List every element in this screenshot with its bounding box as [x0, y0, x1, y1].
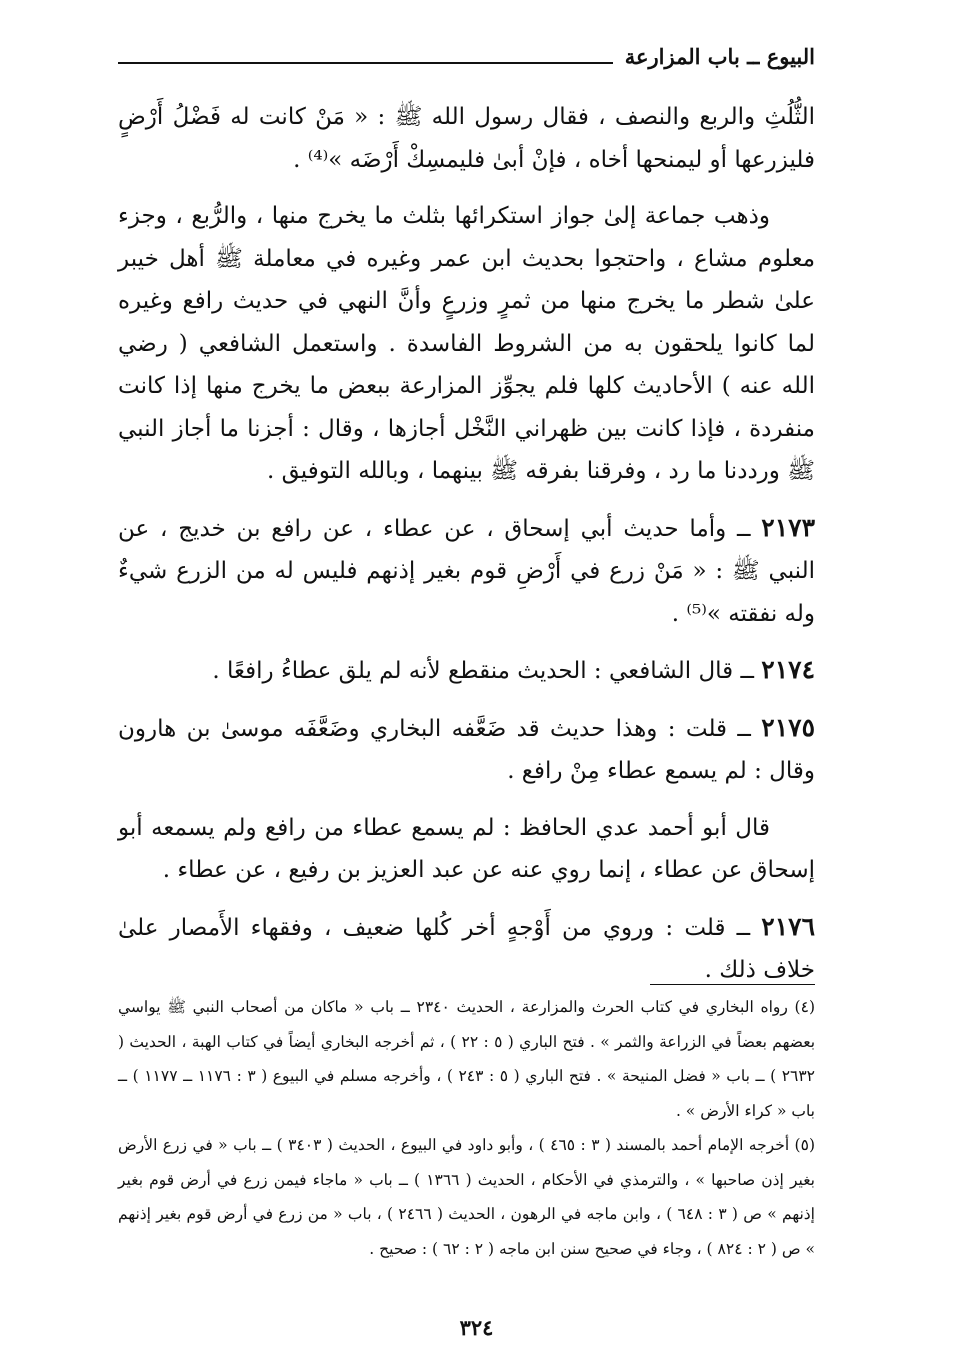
- text-line: نفقته »⁽⁵⁾ .: [671, 600, 778, 627]
- text-line: وذهب جماعة إلىٰ جواز استكرائها بثلث ما يخرج منها ، والرُّبع ، وجزء معلوم: [118, 203, 816, 272]
- footnote-line: (٥) أخرجه الإمام أحمد بالمسند ( ٣ : ٤٦٥ ) ، وأبو داود في البيوع ، الحديث ( ٣٤٠٣ ) ــ باب « في: [192, 1136, 815, 1154]
- paragraph-continuation: [118, 96, 815, 181]
- text-line: عن عطاء ، إنما روي عنه عن عبد العزيز بن رفيع ، عن عطاء .: [162, 857, 743, 883]
- numbered-paragraph: ٢١٧٤ ــ قال الشافعي : الحديث منقطع لأنه لم يلق عطاءُ رافعًا .: [212, 655, 815, 684]
- footnote-line: ١١٧٦ ــ ١١٧٧ ) ــ باب « كراء الأرض » .: [118, 1067, 815, 1120]
- header-title: البيوع ــ باب المزارعة: [624, 44, 815, 69]
- text-line: المزارعة ببعض ما يخرج منها إذا كانت منفردة ، فإذا كانت بين ظهراني النَّخْل: [118, 373, 815, 442]
- text-line: الثُّلُثِ والربع والنصف ، فقال رسول الله ﷺ : « مَنْ كانت له فَضْلُ أَرْضٍ: [118, 104, 815, 130]
- text-line: يخرج منها من ثمرٍ وزرعٍ وأنَّ النهي في حديث رافع وغيره لما كانوا يلحقون به من: [118, 288, 815, 357]
- paragraph-commentary: [118, 807, 815, 892]
- footnote: [118, 1128, 815, 1266]
- footnote-separator: [650, 984, 815, 985]
- text-line: الشروط الفاسدة . واستعمل الشافعي ( رضي الله عنه ) الأحاديث كلها فلم يجوِّز: [118, 330, 815, 399]
- text-line: وأما حديث أبي إسحاق ، عن عطاء ، عن رافع بن خديج ، عن النبي: [118, 515, 815, 584]
- text-line: وبالله التوفيق .: [266, 458, 410, 484]
- paragraph-number: ٢١٧٦: [761, 911, 815, 941]
- numbered-paragraph: ٢١٧٣ ــ وأما حديث أبي إسحاق ، عن عطاء ، عن رافع بن خديج ، عن النبي ﷺ : « مَنْ زرع في أَرْضِ قوم بغير إذنهم فليس له من الزرع شيءٌ وله نفقته »⁽⁵⁾ .: [118, 512, 815, 627]
- text-line: أجازها ، وقال : أجزنا ما أجاز النبي ﷺ ورددنا ما رد ، وفرقنا بفرقه ﷺ بينهما ،: [118, 415, 815, 484]
- paragraph-number: ٢١٧٥: [761, 712, 816, 742]
- paragraph-number: ٢١٧٣: [761, 512, 815, 542]
- text-line: قلت : وهذا حديث قد ضَعَّفه البخاري وضَعَّفَه موسىٰ بن هارون: [118, 715, 728, 742]
- text-line: مشاع ، واحتجوا بحديث ابن عمر وغيره في معاملة ﷺ أهل خيبر علىٰ شطر ما: [118, 245, 815, 314]
- text-line: وقال : لم يسمع عطاء مِنْ رافع .: [507, 758, 815, 784]
- numbered-paragraph: ٢١٧٦ ــ قلت : وروي من أَوْجهٍ أخر كُلها ضعيف ، وفقهاء الأَمصار علىٰ خلاف ذلك .: [118, 911, 815, 983]
- numbered-paragraph: ٢١٧٥ ــ قلت : وهذا حديث قد ضَعَّفه البخاري وضَعَّفَه موسىٰ بن هارون وقال : لم يسمع عطاء مِنْ رافع .: [118, 712, 816, 784]
- text-line: قال الشافعي : الحديث منقطع لأنه لم يلق عطاءُ رافعًا .: [212, 658, 734, 684]
- text-line: خلاف ذلك .: [704, 957, 815, 983]
- footnote-line: زرع الأرض بغير إذن صاحبها » ، والترمذي في الأحكام ، الحديث ( ١٣٦٦ ) ــ باب « ماجاء فيمن زرع في: [118, 1136, 815, 1189]
- paragraph-commentary: [118, 195, 815, 493]
- footnote-line: بعضهم بعضاً في الزراعة والثمر » . فتح الباري ( ٥ : ٢٢ ) ، ثم أخرجه البخاري أيضاً في كتاب الهبة ،: [181, 1032, 816, 1051]
- main-text: [118, 96, 815, 992]
- text-line: فليزرعها أو ليمنحها أخاه ، فإنْ أبىٰ فليمسِكْ أَرْضَه »⁽⁴⁾ .: [293, 146, 815, 173]
- running-header: [118, 44, 815, 69]
- footnote-line: أرض قوم بغير إذنهم » ص ( ٣ : ٦٤٨ ) ، وابن ماجه في الرهون ، الحديث ( ٢٤٦٦ ) ، باب « من زرع في: [118, 1170, 815, 1223]
- footnotes: [118, 990, 815, 1266]
- text-line: قلت : وروي من أَوْجهٍ أخر كُلها ضعيف ، وفقهاء الأَمصار علىٰ: [118, 914, 726, 941]
- page-number: ٣٢٤: [459, 1315, 494, 1340]
- text-line: ﷺ : « مَنْ زرع في أَرْضِ قوم بغير إذنهم فليس له من الزرع شيءٌ وله: [118, 558, 815, 627]
- footnote-line: (٤) رواه البخاري في كتاب الحرث والمزارعة ، الحديث ٢٣٤٠ ــ باب « ماكان من أصحاب النبي ﷺ يواسي: [118, 998, 815, 1016]
- footnote: [118, 990, 815, 1128]
- paragraph-number: ٢١٧٤: [761, 655, 815, 684]
- footnote-line: الحديث ( ٢٦٣٢ ) ــ باب « فضل المنيحة » . فتح الباري ( ٥ : ٢٤٣ ) ، وأخرجه مسلم في البيوع ( ٣ :: [118, 1032, 816, 1085]
- footnote-line: أرض قوم بغير إذنهم » ص ( ٢ : ٨٢٤ ) ، وجاء في صحيح سنن ابن ماجه ( ٢ : ٦٢ ) : صحيح .: [118, 1205, 815, 1258]
- text-line: قال أبو أحمد عدي الحافظ : لم يسمع عطاء من رافع ولم يسمعه أبو إسحاق: [118, 814, 815, 883]
- header-rule: [118, 62, 613, 64]
